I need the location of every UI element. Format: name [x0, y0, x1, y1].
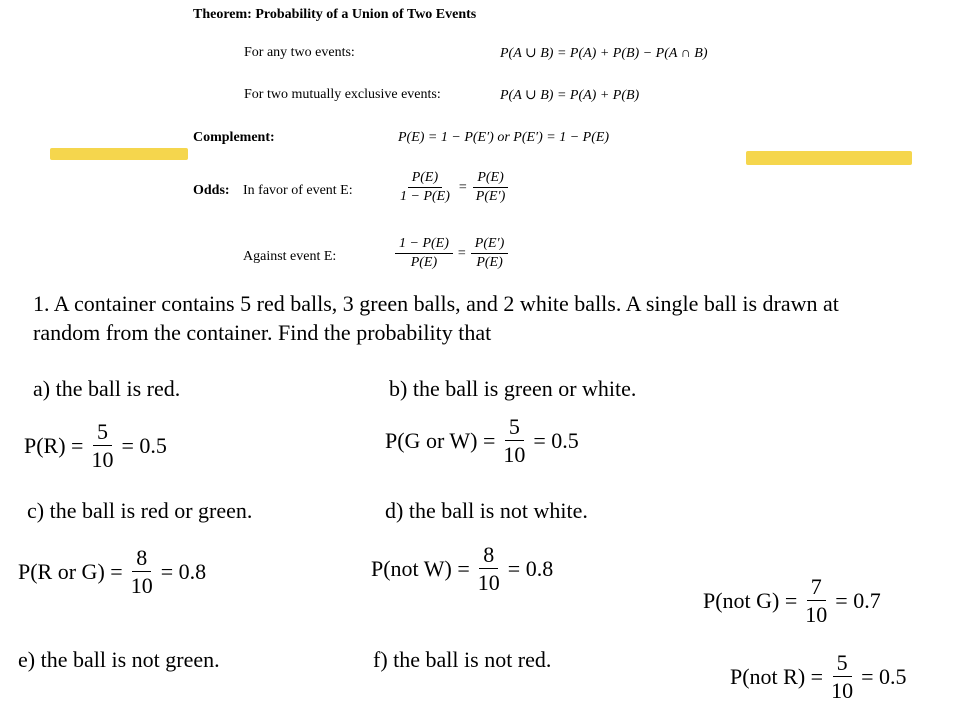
problem-line-2: random from the container. Find the probability that [33, 320, 492, 345]
denominator: 10 [805, 602, 828, 628]
part-a-equation [24, 419, 167, 473]
rhs: = 0.5 [861, 663, 907, 689]
numerator: P(E′) [471, 236, 509, 254]
union-formula: P(A ∪ B) = P(A) + P(B) − P(A ∩ B) [500, 46, 708, 61]
equals-sign: = [458, 179, 467, 195]
fraction [827, 650, 857, 704]
denominator: 10 [477, 570, 500, 596]
mutex-events-label: For two mutually exclusive events: [244, 87, 441, 102]
complement-label: Complement: [193, 130, 275, 145]
rhs: = 0.8 [160, 558, 207, 584]
equals-sign: = [457, 245, 466, 261]
theorem-title: Theorem: Probability of a Union of Two Events [193, 7, 477, 22]
fraction [499, 414, 529, 468]
numerator: P(E) [408, 170, 442, 188]
lhs: P(not R) = [730, 663, 824, 689]
fraction [801, 574, 831, 628]
part-f-label: f) the ball is not red. [373, 647, 552, 672]
complement-formula: P(E) = 1 − P(E′) or P(E′) = 1 − P(E) [398, 130, 610, 145]
odds-favor-label: In favor of event E: [243, 183, 353, 198]
fraction [472, 170, 510, 205]
highlight-left [50, 148, 188, 160]
lhs: P(G or W) = [385, 427, 496, 453]
odds-against-label: Against event E: [243, 249, 337, 264]
part-b-equation [385, 414, 579, 468]
part-d-label: d) the ball is not white. [385, 498, 588, 523]
denominator: 10 [503, 442, 526, 468]
odds-favor-formula [394, 170, 511, 205]
fraction [471, 236, 509, 271]
lhs: P(R) = [24, 432, 84, 458]
part-f-equation [730, 650, 907, 704]
rhs: = 0.5 [121, 432, 167, 458]
denominator: P(E) [476, 255, 503, 271]
part-c-label: c) the ball is red or green. [27, 498, 253, 523]
numerator: 1 − P(E) [395, 236, 453, 254]
lhs: P(R or G) = [18, 558, 123, 584]
fraction [87, 419, 117, 473]
rhs: = 0.7 [835, 587, 881, 613]
part-e-equation [703, 574, 881, 628]
fraction [395, 236, 453, 271]
numerator: 5 [833, 650, 852, 677]
fraction [127, 545, 157, 599]
problem-line-1: 1. A container contains 5 red balls, 3 green balls, and 2 white balls. A single ball is drawn at [33, 291, 839, 316]
denominator: 1 − P(E) [400, 189, 450, 205]
denominator: 10 [91, 447, 114, 473]
fraction [474, 542, 504, 596]
denominator: P(E′) [475, 189, 506, 205]
numerator: 8 [479, 542, 498, 569]
part-a-label: a) the ball is red. [33, 376, 181, 401]
denominator: 10 [831, 678, 854, 704]
rhs: = 0.5 [533, 427, 579, 453]
odds-against-formula [393, 236, 510, 271]
lhs: P(not W) = [371, 555, 470, 581]
part-e-label: e) the ball is not green. [18, 647, 220, 672]
numerator: 8 [132, 545, 151, 572]
denominator: P(E) [410, 255, 438, 271]
part-b-label: b) the ball is green or white. [389, 376, 637, 401]
highlight-right [746, 151, 912, 165]
numerator: 5 [505, 414, 524, 441]
denominator: 10 [130, 573, 153, 599]
numerator: 7 [807, 574, 826, 601]
numerator: 5 [93, 419, 112, 446]
part-d-equation [371, 542, 553, 596]
lhs: P(not G) = [703, 587, 798, 613]
rhs: = 0.8 [507, 555, 554, 581]
numerator: P(E) [473, 170, 507, 188]
odds-label: Odds: [193, 183, 230, 198]
fraction [396, 170, 454, 205]
mutex-union-formula: P(A ∪ B) = P(A) + P(B) [500, 88, 640, 103]
any-two-events-label: For any two events: [244, 45, 355, 60]
part-c-equation [18, 545, 206, 599]
